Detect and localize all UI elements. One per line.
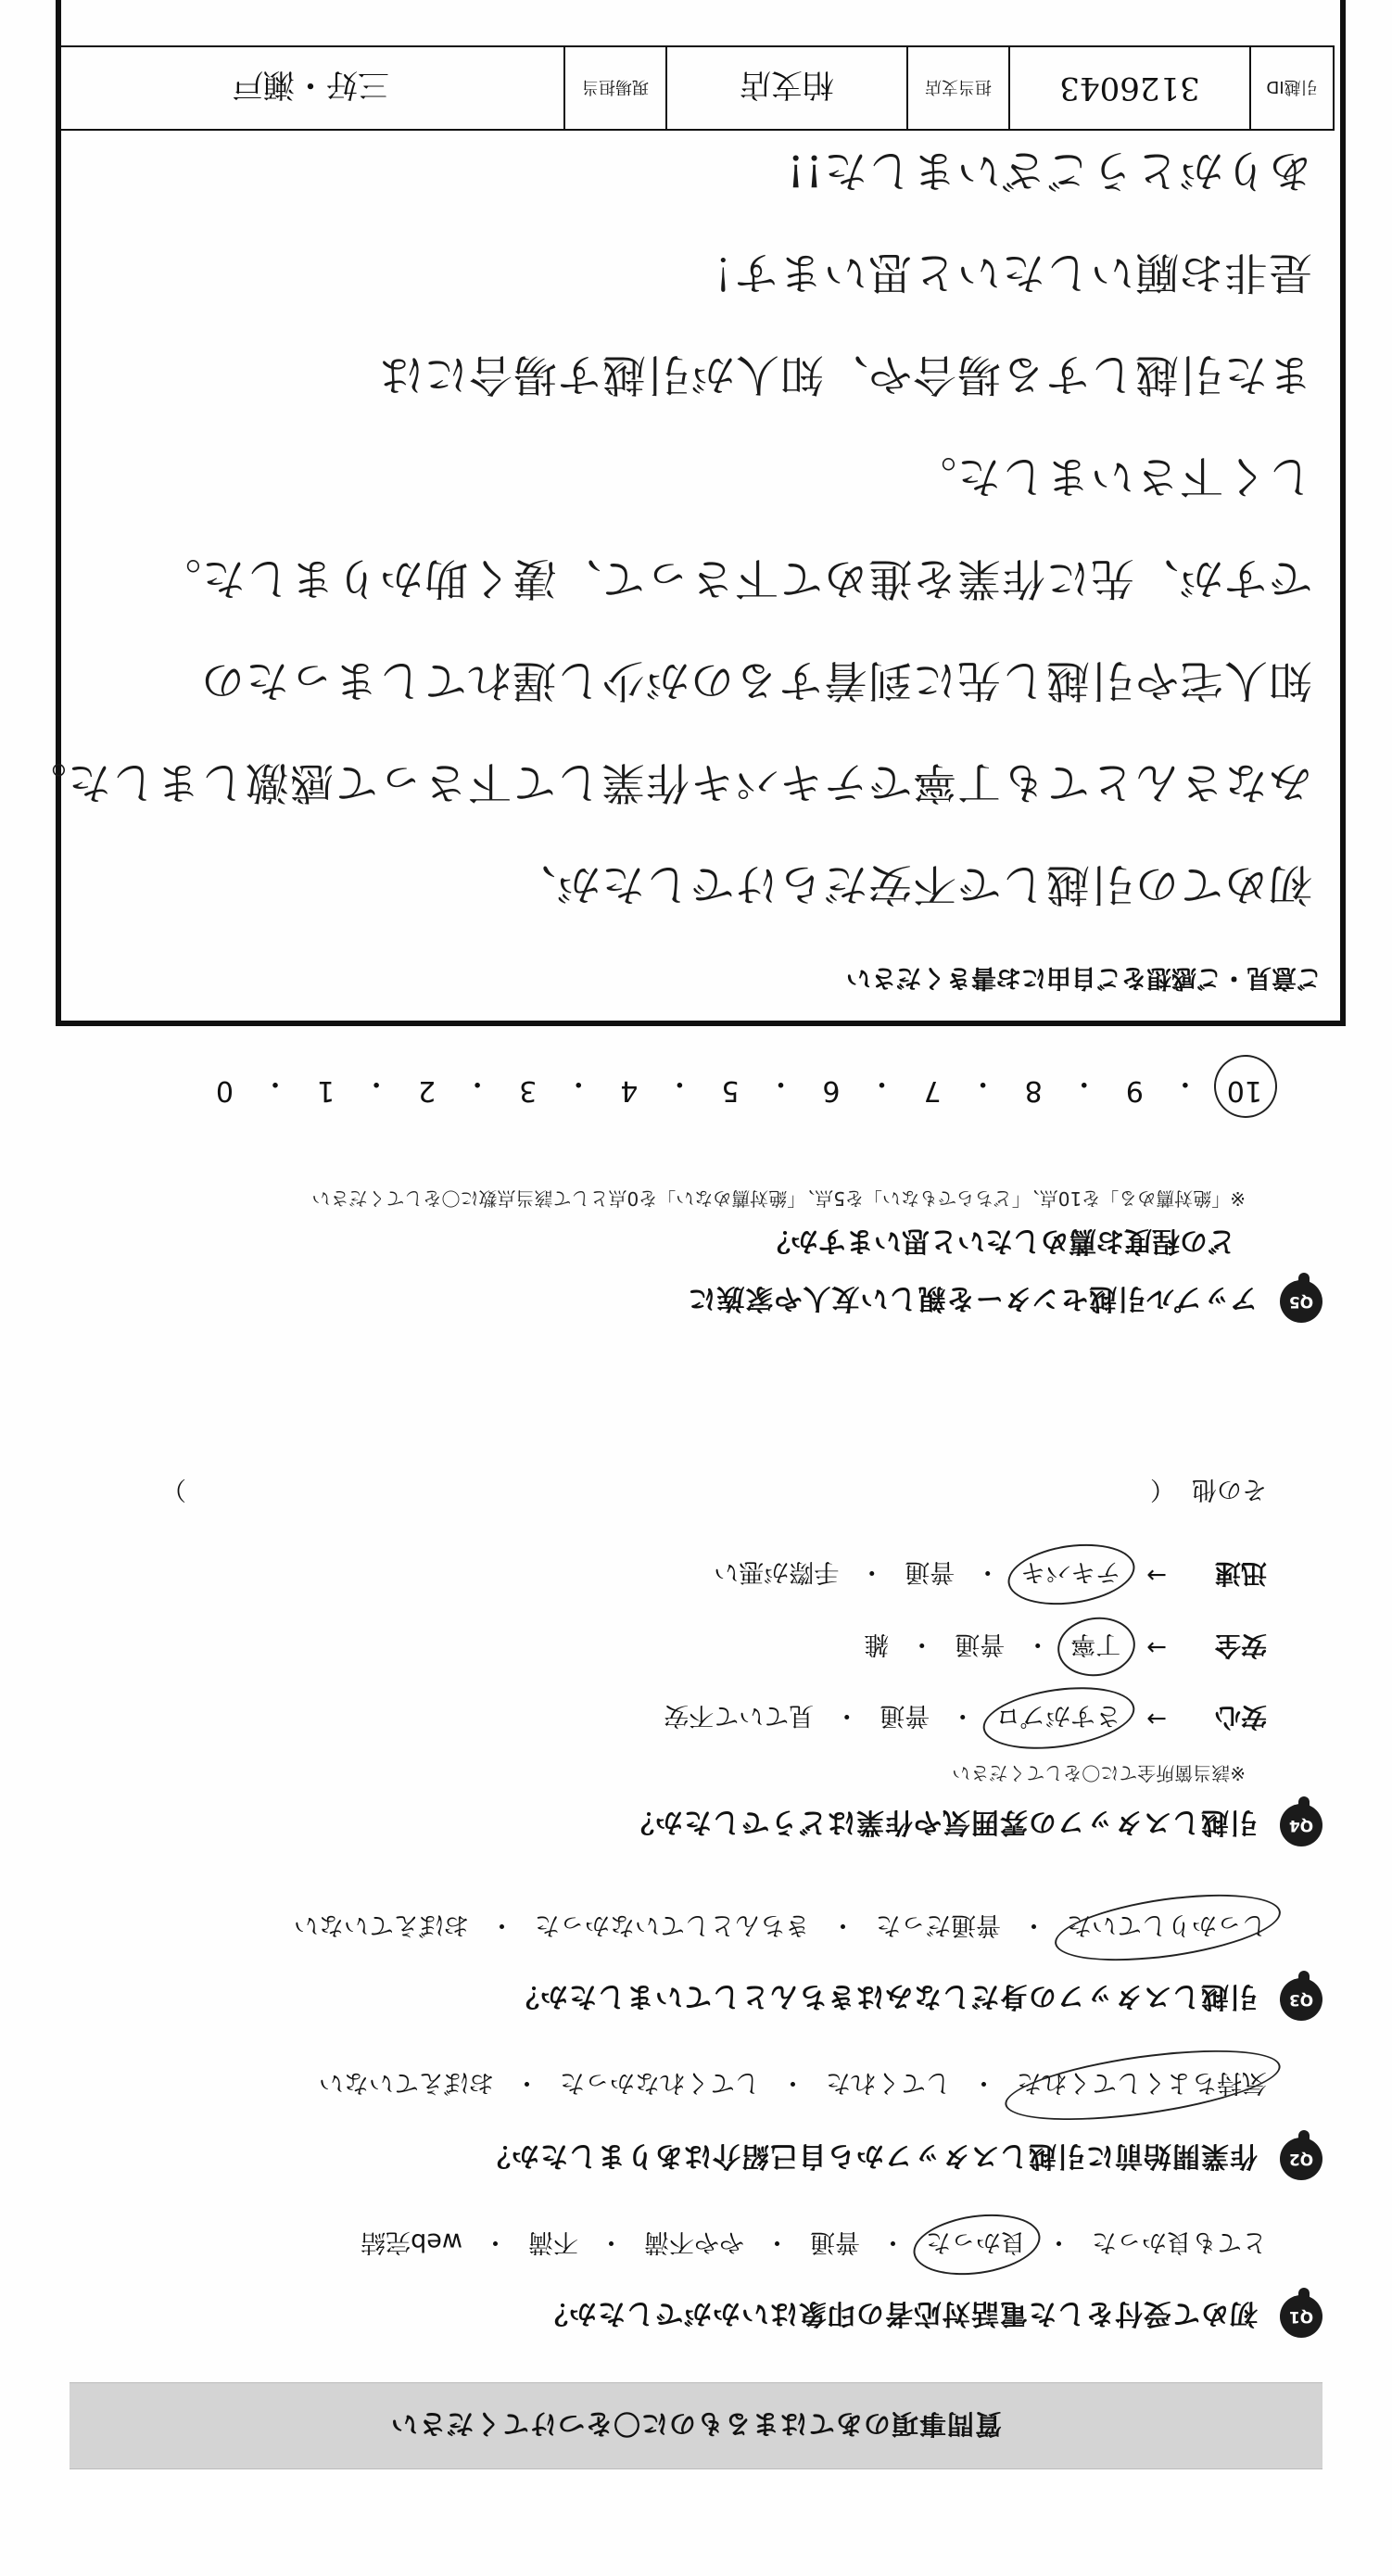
q1-option-dissatisfied[interactable]: 不満: [528, 2227, 578, 2256]
id-value: 3126043: [1008, 47, 1249, 129]
branch-label: 担当支店: [906, 47, 1008, 129]
q1-badge: Q1: [1280, 2295, 1322, 2338]
q5-scale-8[interactable]: 8: [1024, 1074, 1043, 1107]
q5-question: [44, 1274, 1322, 1329]
q2-options: 気持ちよくしてくれた ・ してくれた ・ してくれなかった ・ おぼえていない: [319, 2067, 1267, 2103]
comment-line: ですが、先に作業を進めて下さって、凄く助かりました。: [156, 552, 1312, 603]
q4-row-anshin: 安心 → さすがプロ ・ 普通 ・ 見ていて不安: [664, 1700, 1267, 1737]
q1-option-web[interactable]: web完結: [361, 2227, 462, 2256]
q1-question: [44, 2289, 1322, 2344]
q5-scale-0[interactable]: 0: [215, 1074, 234, 1107]
q5-text-line1: アップル引越センターを親しい友人や家族に: [687, 1282, 1258, 1314]
q4-other-paren-open: （: [1150, 1475, 1175, 1504]
q5-scale-4[interactable]: 4: [620, 1074, 639, 1107]
q2-badge: Q2: [1280, 2138, 1322, 2180]
q3-options: しっかりしていた ・ 普通だった ・ きちんとしていなかった ・ おぼえていない: [294, 1910, 1267, 1946]
comment-line: しく下さいました。: [912, 450, 1312, 501]
q1-option-good-selected[interactable]: 良かった: [926, 2227, 1026, 2263]
comment-line: 是非お願いしたいと思います！: [690, 247, 1312, 298]
comment-line: ありがとうございました!!: [786, 145, 1312, 196]
q1-option-normal[interactable]: 普通: [810, 2227, 860, 2256]
comment-line: みなさんとても丁寧でテキパキ作業して下さって感激しました。: [22, 756, 1312, 807]
q3-option-not-neat[interactable]: きちんとしていなかった: [535, 1910, 810, 1939]
q5-scale-2[interactable]: 2: [418, 1074, 437, 1107]
q3-question: [44, 1972, 1322, 2027]
q2-text: 作業開始前に引越しスタッフから自己紹介はありましたか？: [482, 2139, 1258, 2172]
q4-row-anzen-label: 安全: [1214, 1631, 1267, 1661]
q3-option-dont-remember[interactable]: おぼえていない: [294, 1910, 469, 1939]
q4-jinsoku-option-clumsy[interactable]: 手際が悪い: [714, 1557, 840, 1587]
q5-scale-5[interactable]: 5: [721, 1074, 740, 1107]
q4-note: ※該当箇所全てに〇をしてください: [952, 1762, 1246, 1784]
q3-option-neat-selected[interactable]: しっかりしていた: [1067, 1910, 1267, 1946]
q4-other: [161, 1474, 1267, 1510]
arrow-right-icon: →: [1146, 1561, 1167, 1589]
q2-question: [44, 2131, 1322, 2187]
q5-scale-3[interactable]: 3: [519, 1074, 538, 1107]
q4-row-jinsoku-label: 迅速: [1214, 1558, 1267, 1589]
comment-line: 初めての引越しで不安だらけでしたが、: [512, 858, 1312, 909]
q4-row-jinsoku: 迅速 → テキパキ ・ 普通 ・ 手際が悪い: [714, 1556, 1267, 1593]
q3-badge: Q3: [1280, 1978, 1322, 2021]
q1-text: 初めて受付をした電話対応者の印象はいかがでしたか？: [539, 2297, 1258, 2329]
q3-text: 引越しスタッフの身だしなみはきちんとしていましたか？: [511, 1980, 1258, 2012]
q5-scale-1[interactable]: 1: [316, 1074, 335, 1107]
arrow-right-icon: →: [1146, 1633, 1167, 1661]
q4-jinsoku-option-brisk-selected[interactable]: テキパキ: [1020, 1557, 1120, 1593]
q4-anshin-option-anxious[interactable]: 見ていて不安: [664, 1701, 815, 1731]
q4-anshin-option-normal[interactable]: 普通: [879, 1701, 930, 1731]
q4-text: 引越しスタッフの雰囲気や作業はどうでしたか？: [626, 1806, 1258, 1838]
q2-option-dont-remember[interactable]: おぼえていない: [319, 2068, 494, 2097]
q4-anzen-option-careful-selected[interactable]: 丁寧: [1070, 1630, 1120, 1666]
id-table: [56, 45, 1335, 131]
q5-text-line2: どの程度お薦めしたいと思いますか？: [763, 1225, 1235, 1257]
staff-label: 現場担当: [563, 47, 665, 129]
q4-anshin-option-pro-selected[interactable]: さすがプロ: [995, 1701, 1120, 1737]
section-header-text: 質問事項のあてはまるものに〇をつけてください: [390, 2408, 1003, 2441]
q4-jinsoku-option-normal[interactable]: 普通: [905, 1557, 955, 1587]
q4-question: [44, 1797, 1322, 1853]
q4-other-label: その他: [1192, 1475, 1267, 1504]
comment-title: ご意見・ご感想をご自由にお書きください: [846, 963, 1322, 992]
arrow-right-icon: →: [1146, 1705, 1167, 1732]
q4-other-paren-close: ）: [161, 1475, 186, 1504]
branch-value: 柏支店: [665, 47, 906, 129]
id-label: 引越ID: [1249, 47, 1333, 129]
q5-scale-7[interactable]: 7: [923, 1074, 942, 1107]
comment-box[interactable]: [22, 0, 1346, 1026]
q4-anzen-option-rough[interactable]: 雑: [864, 1630, 890, 1659]
q5-scale-10-selected[interactable]: 10: [1227, 1066, 1262, 1107]
section-header: [70, 2382, 1322, 2469]
q2-option-did[interactable]: してくれた: [826, 2068, 951, 2097]
q4-badge: Q4: [1280, 1804, 1322, 1846]
q4-row-anshin-label: 安心: [1214, 1702, 1267, 1732]
staff-value: 三好・瀬戸: [232, 66, 389, 104]
q5-scale-6[interactable]: 6: [822, 1074, 841, 1107]
q2-option-pleasant-selected[interactable]: 気持ちよくしてくれた: [1017, 2067, 1267, 2103]
q4-row-anzen: 安全 → 丁寧 ・ 普通 ・ 雑: [864, 1629, 1267, 1666]
q5-badge: Q5: [1280, 1280, 1322, 1323]
q2-option-did-not[interactable]: してくれなかった: [560, 2068, 760, 2097]
q5-note: ※「絶対薦める」を10点、「どちらでもない」を5点、「絶対薦めない」を0点として該当点数に〇をしてください: [311, 1187, 1246, 1210]
q1-option-slightly-dissatisfied[interactable]: やや不満: [644, 2227, 744, 2256]
comment-line: また引越しする場合や、知人が引越す場合には: [378, 349, 1312, 400]
q1-option-very-good[interactable]: とても良かった: [1092, 2227, 1267, 2256]
q4-anzen-option-normal[interactable]: 普通: [955, 1630, 1006, 1659]
q3-option-normal[interactable]: 普通だった: [876, 1910, 1001, 1939]
q1-options: とても良かった ・ 良かった ・ 普通 ・ やや不満 ・ 不満 ・ web完結: [361, 2227, 1267, 2263]
q5-scale: 10 ・ 9 ・ 8 ・ 7 ・ 6 ・ 5 ・ 4 ・ 3 ・ 2 ・ 1 ・ 0: [215, 1067, 1262, 1107]
q5-scale-9[interactable]: 9: [1125, 1074, 1144, 1107]
comment-line: 知人宅や引越し先に到着するのが少し遅れてしまったの: [200, 654, 1312, 705]
